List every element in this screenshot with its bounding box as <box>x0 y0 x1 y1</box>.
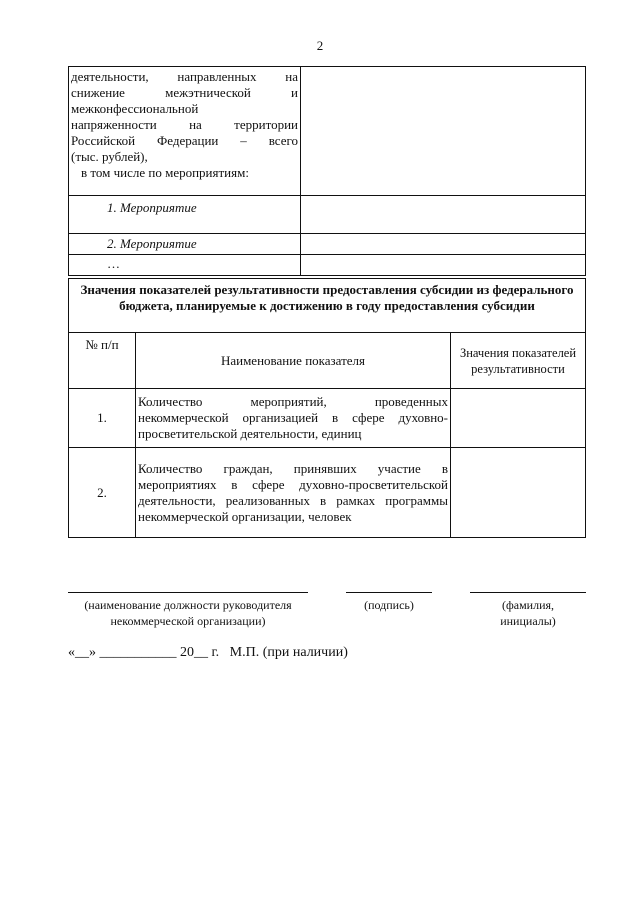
total-funding-label <box>69 67 301 195</box>
event-value <box>301 234 585 254</box>
position-caption: (наименование должности руководителя некоммерческой организации) <box>84 598 292 628</box>
event-label: 2. Мероприятие <box>69 234 301 254</box>
column-header: Значения показателей результативности <box>451 333 586 389</box>
date-stamp-line: «__» ___________ 20__ г. М.П. (при наличии) <box>68 645 348 660</box>
indicator-value <box>451 389 586 448</box>
table-row <box>69 448 586 538</box>
text-line: деятельности, направленных на <box>71 69 298 84</box>
event-row <box>68 233 586 254</box>
total-funding-value <box>301 67 585 195</box>
text-line: в том числе по мероприятиям: <box>81 165 249 180</box>
column-header: Наименование показателя <box>136 333 451 389</box>
name-caption: (фамилия, инициалы) <box>500 598 556 628</box>
text-line: (тыс. рублей), <box>71 149 148 164</box>
column-header: № п/п <box>69 333 136 389</box>
table-header-row <box>69 333 586 389</box>
indicator-name: Количество мероприятий, проведенных некоммерческой организацией в сфере духовно-просветительской деятельности, единиц <box>136 389 451 448</box>
event-label: … <box>69 255 301 275</box>
event-row <box>68 195 586 233</box>
position-line <box>68 592 308 593</box>
indicators-heading: Значения показателей результативности предоставления субсидии из федерального бюджета, планируемые к достижению в году предоставления субсидии <box>68 278 586 332</box>
text-line: межконфессиональной <box>71 101 199 116</box>
text-line: снижение межэтнической и <box>71 85 298 100</box>
row-number: 1. <box>69 389 136 448</box>
indicator-value <box>451 448 586 538</box>
row-number: 2. <box>69 448 136 538</box>
table-row <box>69 389 586 448</box>
indicator-name: Количество граждан, принявших участие в мероприятиях в сфере духовно-просветительской деятельности, реализованных в рамках программы некоммерческой организации, человек <box>136 448 451 538</box>
event-row <box>68 254 586 276</box>
signature-line <box>346 592 432 593</box>
event-value <box>301 196 585 233</box>
page-number: 2 <box>316 38 324 53</box>
total-funding-row <box>68 66 586 195</box>
text-line: напряженности на территории <box>71 117 298 132</box>
text-line: Российской Федерации – всего <box>71 133 298 148</box>
event-value <box>301 255 585 275</box>
signature-caption: (подпись) <box>364 598 414 612</box>
name-line <box>470 592 586 593</box>
indicators-table <box>68 332 586 538</box>
event-label: 1. Мероприятие <box>69 196 301 233</box>
funding-table <box>68 66 586 276</box>
